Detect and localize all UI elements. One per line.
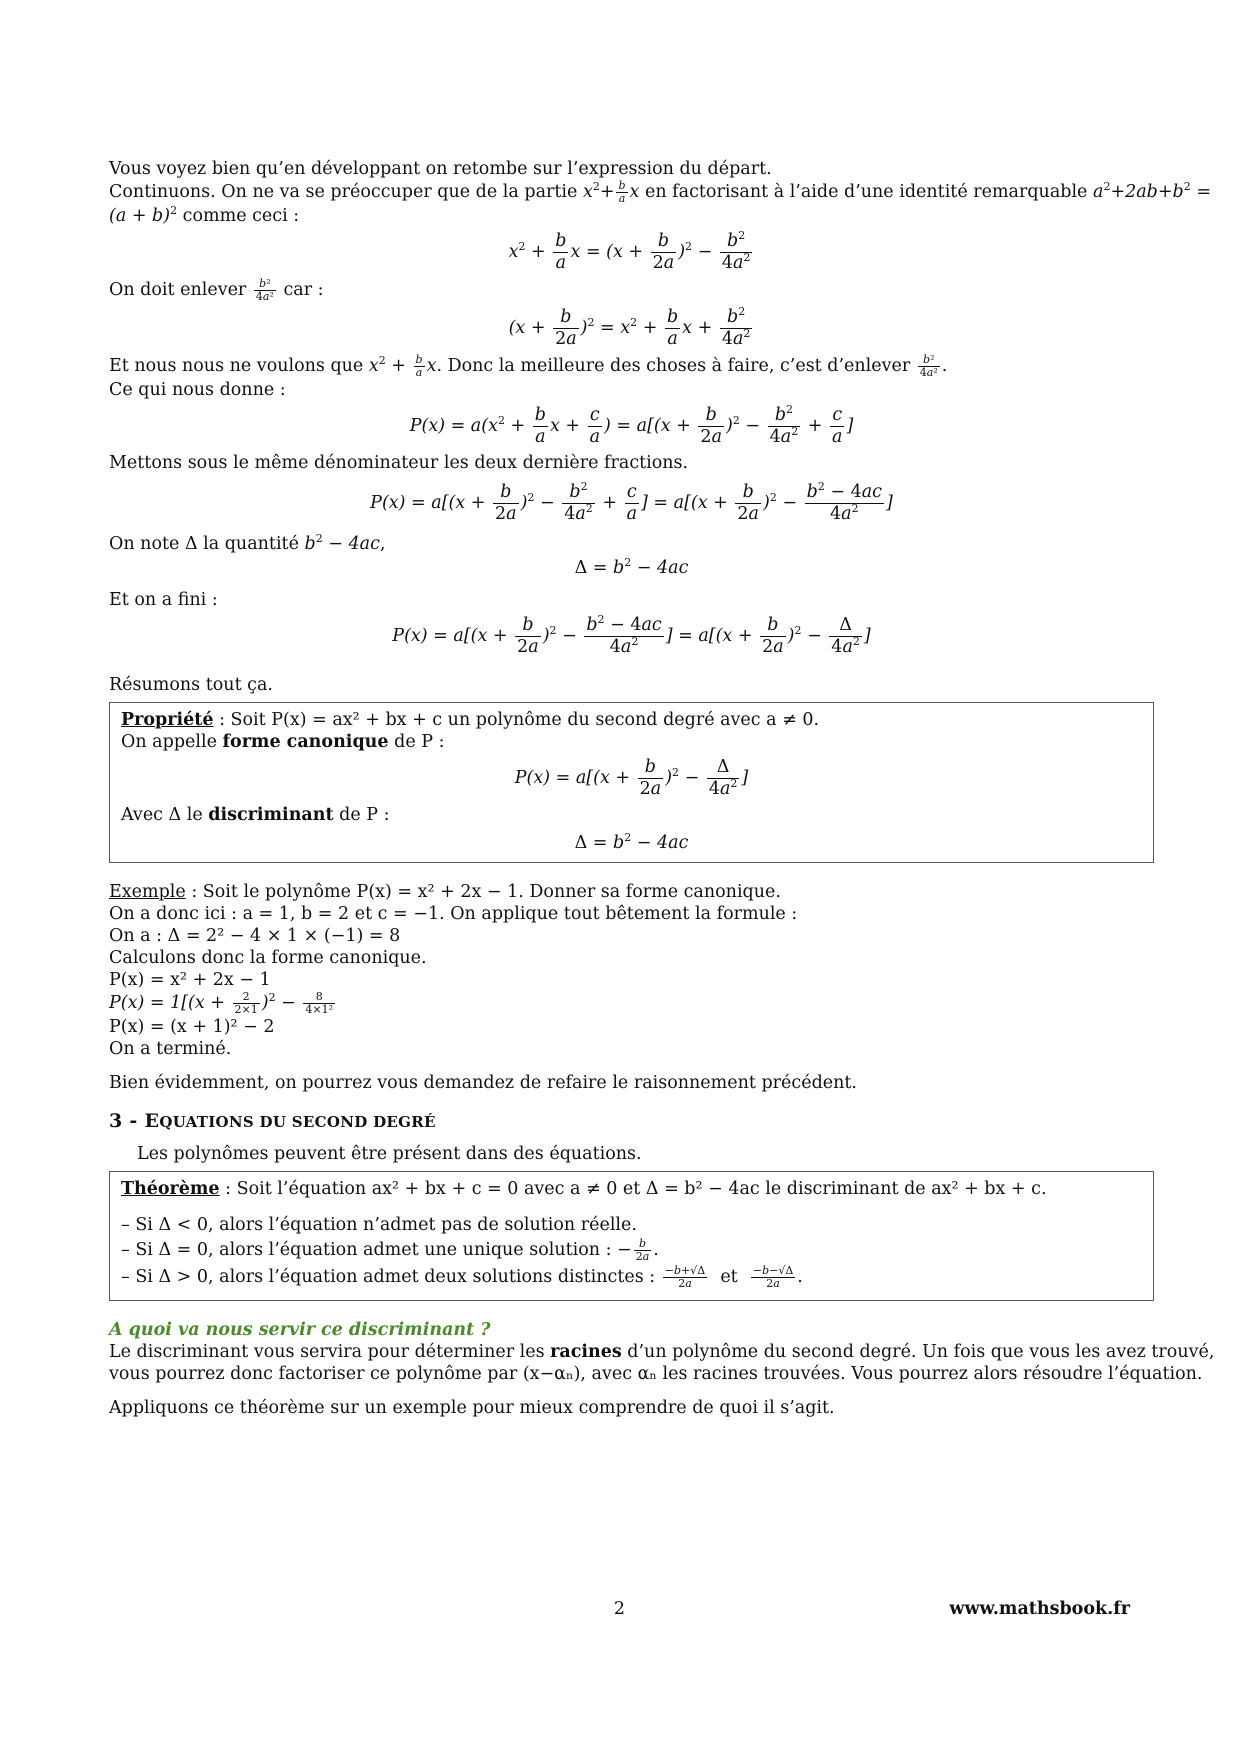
property-line-1: Propriété : Soit P(x) = ax² + bx + c un polynôme du second degré avec a ≠ 0. bbox=[121, 710, 820, 730]
enlever-line: On doit enlever $\frac{\text{b²}}{\text{4a²}}$ car : bbox=[109, 277, 324, 303]
discriminant-question: A quoi va nous servir ce discriminant ? bbox=[109, 1320, 491, 1340]
delta-definition: $\Delta = b^2 - 4ac$ bbox=[574, 556, 689, 578]
intro-line-2: Continuons. On ne va se préoccuper que de la partie $x^2+$ $\frac{b}{a}$ x en factorisant à l’aide d’une identité remarquable $a^2+2ab+b^2$ = bbox=[109, 179, 1211, 205]
intro-line-1: Vous voyez bien qu’en développant on retombe sur l’expression du départ. bbox=[109, 159, 772, 179]
discriminant-p3: Appliquons ce théorème sur un exemple pour mieux comprendre de quoi il s’agit. bbox=[109, 1398, 835, 1418]
theorem-box bbox=[109, 1171, 1154, 1301]
bien-line: Bien évidemment, on pourrez vous demandez de refaire le raisonnement précédent. bbox=[109, 1073, 857, 1093]
property-box bbox=[109, 702, 1154, 863]
theorem-line-1: Théorème : Soit l’équation ax² + bx + c = 0 avec a ≠ 0 et Δ = b² − 4ac le discriminant de ax² + bx + c. bbox=[121, 1179, 1047, 1199]
example-line-4: Calculons donc la forme canonique. bbox=[109, 948, 427, 968]
theorem-title: Théorème bbox=[121, 1179, 220, 1199]
page-number: 2 bbox=[613, 1599, 626, 1619]
example-line-3: On a : Δ = 2² − 4 × 1 × (−1) = 8 bbox=[109, 926, 401, 946]
canonical-form-formula: P(x) = a[(x + $\frac{b}{2a}$ )$^2$ − $\frac{\Delta}{4a^2}$ ] bbox=[514, 757, 749, 799]
property-line-3: Avec Δ le discriminant de P : bbox=[121, 805, 390, 825]
note-delta-line: On note Δ la quantité $b^2 - 4ac$, bbox=[109, 532, 386, 554]
example-line-2: On a donc ici : a = 1, b = 2 et c = −1. On applique tout bêtement la formule : bbox=[109, 904, 798, 924]
section-3-intro: Les polynômes peuvent être présent dans des équations. bbox=[137, 1144, 642, 1164]
theorem-case-3: – Si Δ > 0, alors l’équation admet deux solutions distinctes : $\frac{-b+√\Delta}{2a}$ et $\frac{-b-√\Delta}{2a}$ . bbox=[121, 1264, 803, 1290]
equation-4: P(x) = a[(x + $\frac{b}{2a}$ )$^2$ − $\frac{b^2}{4a^2}$ + $\frac{c}{a}$ ] = a[(x + $\frac{b}{2a}$ )$^2$ − $\frac{b^2 - 4ac}{4a^2}$ ] bbox=[370, 480, 893, 524]
page-footer bbox=[0, 1598, 1239, 1622]
discriminant-p1: Le discriminant vous servira pour déterminer les racines d’un polynôme du second degré. Un fois que vous les avez trouvé, bbox=[109, 1342, 1215, 1362]
site-url[interactable]: www.mathsbook.fr bbox=[949, 1599, 1130, 1619]
property-delta: $\Delta = b^2 - 4ac$ bbox=[574, 831, 689, 853]
example-label: Exemple bbox=[109, 882, 186, 902]
equation-1: $x^2$ + $\frac{b}{a}$ x = (x + $\frac{b}{2a}$ )$^2$ − $\frac{b^2}{4a^2}$ bbox=[508, 229, 751, 273]
theorem-case-2: – Si Δ = 0, alors l’équation admet une unique solution : − $\frac{b}{2a}$ . bbox=[121, 1237, 659, 1263]
example-line-1: Exemple : Soit le polynôme P(x) = x² + 2x − 1. Donner sa forme canonique. bbox=[109, 882, 781, 902]
equation-3: $P(x) = a(x^2$ + $\frac{b}{a}$ x + $\frac{c}{a}$ ) = a[(x + $\frac{b}{2a}$ )$^2$ − $\frac{b^2}{4a^2}$ + $\frac{c}{a}$ ] bbox=[409, 403, 854, 447]
mettons-line: Mettons sous le même dénominateur les deux dernière fractions. bbox=[109, 453, 689, 473]
donne-line: Ce qui nous donne : bbox=[109, 380, 286, 400]
voulons-line: Et nous nous ne voulons que $x^2$ + $\frac{b}{a}$ x. Donc la meilleure des choses à faire, c’est d’enlever $\frac{\text{b²}}{\text{4a²}}$ . bbox=[109, 353, 948, 379]
page-content bbox=[109, 158, 1215, 1419]
resumons-line: Résumons tout ça. bbox=[109, 675, 273, 695]
section-3-title: 3 - EQUATIONS DU SECOND DEGRÉ bbox=[109, 1110, 436, 1132]
equation-2: (x + $\frac{b}{2a}$ )$^2 = x^2$ + $\frac{b}{a}$ x + $\frac{b^2}{4a^2}$ bbox=[508, 305, 751, 349]
example-line-7: P(x) = (x + 1)² − 2 bbox=[109, 1017, 275, 1037]
example-line-6: P(x) = 1[(x + $\frac{2}{2\times 1}$ )$^2$ − $\frac{8}{\text{4×1²}}$ bbox=[109, 990, 334, 1016]
example-line-8: On a terminé. bbox=[109, 1039, 232, 1059]
property-title: Propriété bbox=[121, 710, 214, 730]
fini-line: Et on a fini : bbox=[109, 590, 218, 610]
intro-line-3: $(a + b)^2$ comme ceci : bbox=[109, 204, 300, 226]
example-line-5: P(x) = x² + 2x − 1 bbox=[109, 970, 271, 990]
discriminant-p2: vous pourrez donc factoriser ce polynôme par (x−αₙ), avec αₙ les racines trouvées. Vous pourrez alors résoudre l’équation. bbox=[109, 1364, 1203, 1384]
theorem-case-1: – Si Δ < 0, alors l’équation n’admet pas de solution réelle. bbox=[121, 1215, 637, 1235]
property-line-2: On appelle forme canonique de P : bbox=[121, 732, 445, 752]
equation-5: P(x) = a[(x + $\frac{b}{2a}$ )$^2$ − $\frac{b^2 - 4ac}{4a^2}$ ] = a[(x + $\frac{b}{2a}$ )$^2$ − $\frac{\Delta}{4a^2}$ ] bbox=[392, 613, 871, 657]
